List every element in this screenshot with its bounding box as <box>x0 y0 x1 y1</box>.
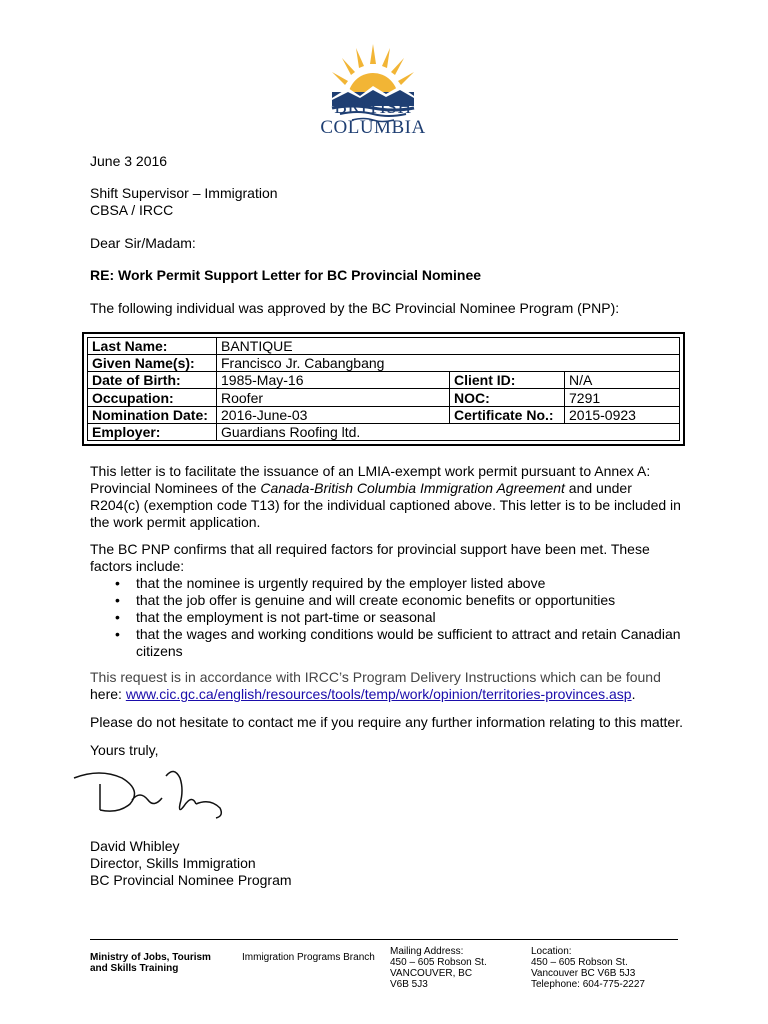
signer-program: BC Provincial Nominee Program <box>90 872 292 888</box>
paragraph-1-line-3: R204(c) (exemption code T13) for the individual captioned above. This letter is to be included in <box>90 497 681 513</box>
list-item: • that the nominee is urgently required by the employer listed above <box>115 575 546 591</box>
employer-value: Guardians Roofing ltd. <box>217 423 680 440</box>
given-names-value: Francisco Jr. Cabangbang <box>217 355 680 372</box>
employer-label: Employer: <box>88 423 217 440</box>
last-name-label: Last Name: <box>88 338 217 355</box>
logo-text-british: BRITISH <box>334 97 412 118</box>
paragraph-2-line-1: The BC PNP confirms that all required factors for provincial support have been met. These <box>90 541 650 557</box>
given-names-label: Given Name(s): <box>88 355 217 372</box>
subject-line: RE: Work Permit Support Letter for BC Provincial Nominee <box>90 267 482 283</box>
intro-paragraph: The following individual was approved by the BC Provincial Nominee Program (PNP): <box>90 300 620 316</box>
signer-title: Director, Skills Immigration <box>90 855 256 871</box>
recipient-line-2: CBSA / IRCC <box>90 202 174 218</box>
footer-ministry-line-1: Ministry of Jobs, Tourism <box>90 952 211 963</box>
paragraph-2-line-2: factors include: <box>90 558 185 574</box>
footer-location: Location: 450 – 605 Robson St. Vancouver BC V6B 5J3 Telephone: 604-775-2227 <box>531 946 645 990</box>
table-row <box>88 406 680 423</box>
salutation: Dear Sir/Madam: <box>90 235 196 251</box>
nominee-table <box>82 332 685 446</box>
letter-date: June 3 2016 <box>90 153 168 169</box>
footer-divider <box>90 939 678 940</box>
paragraph-1-line-1: This letter is to facilitate the issuance of an LMIA-exempt work permit pursuant to Annex A: <box>90 463 651 479</box>
footer-mailing: Mailing Address: 450 – 605 Robson St. VANCOUVER, BC V6B 5J3 <box>390 946 487 990</box>
nomination-date-value: 2016-June-03 <box>217 406 450 423</box>
factors-list <box>90 575 681 660</box>
paragraph-1-line-2: Provincial Nominees of the Canada-British Columbia Immigration Agreement and under <box>90 480 632 496</box>
noc-value: 7291 <box>565 389 680 406</box>
certificate-label: Certificate No.: <box>450 406 565 423</box>
list-item: • that the wages and working conditions would be sufficient to attract and retain Canadian <box>115 626 681 642</box>
handwritten-signature-icon <box>70 764 240 824</box>
certificate-value: 2015-0923 <box>565 406 680 423</box>
last-name-value: BANTIQUE <box>217 338 680 355</box>
table-row <box>88 423 680 440</box>
noc-label: NOC: <box>450 389 565 406</box>
table-row <box>88 372 680 389</box>
footer-ministry-line-2: and Skills Training <box>90 963 179 974</box>
nomination-date-label: Nomination Date: <box>88 406 217 423</box>
recipient-line-1: Shift Supervisor – Immigration <box>90 185 278 201</box>
footer-branch: Immigration Programs Branch <box>242 952 375 963</box>
dob-label: Date of Birth: <box>88 372 217 389</box>
dob-value: 1985-May-16 <box>217 372 450 389</box>
occupation-label: Occupation: <box>88 389 217 406</box>
table-row <box>88 355 680 372</box>
closing: Yours truly, <box>90 742 159 758</box>
list-item-continuation: citizens <box>136 643 183 659</box>
client-id-value: N/A <box>565 372 680 389</box>
signer-name: David Whibley <box>90 838 180 854</box>
paragraph-3-line-1: This request is in accordance with IRCC’s Program Delivery Instructions which can be found <box>90 669 661 685</box>
paragraph-4: Please do not hesitate to contact me if you require any further information relating to this matter. <box>90 714 683 730</box>
ircc-link[interactable]: www.cic.gc.ca/english/resources/tools/temp/work/opinion/territories-provinces.asp <box>125 686 632 702</box>
agreement-name: Canada-British Columbia Immigration Agreement <box>260 480 565 496</box>
paragraph-3-line-2: here: www.cic.gc.ca/english/resources/tools/temp/work/opinion/territories-provinces.asp. <box>90 686 636 702</box>
occupation-value: Roofer <box>217 389 450 406</box>
table-row <box>88 389 680 406</box>
client-id-label: Client ID: <box>450 372 565 389</box>
list-item: • that the job offer is genuine and will create economic benefits or opportunities <box>115 592 616 608</box>
paragraph-1-line-4: the work permit application. <box>90 514 261 530</box>
table-row <box>88 338 680 355</box>
logo-text-columbia: COLUMBIA <box>320 117 426 138</box>
list-item: • that the employment is not part-time or seasonal <box>115 609 436 625</box>
